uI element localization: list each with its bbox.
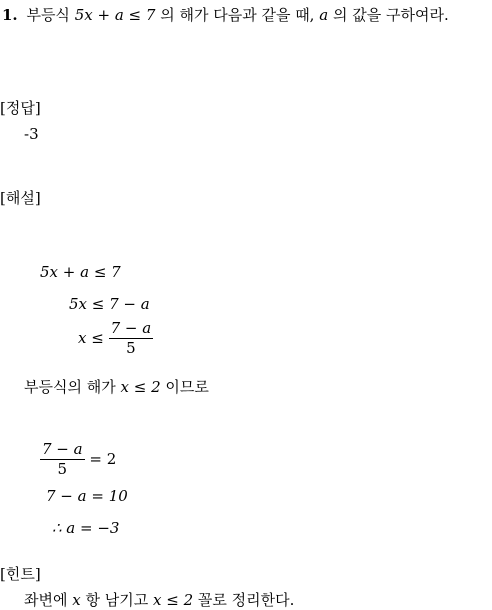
equation-1-numerator: 7 − a	[42, 440, 83, 458]
sentence-text-a: 부등식의 해가	[24, 378, 116, 396]
solution-sentence	[24, 380, 209, 395]
equation-2: 7 − a = 10	[46, 487, 128, 505]
equation-3: ∴ a = −3	[52, 519, 120, 537]
hint-text-b: 항 남기고	[85, 591, 149, 609]
problem-variable: a	[319, 6, 329, 24]
equation-1-denominator: 5	[57, 460, 68, 478]
explanation-label: [해설]	[0, 189, 41, 207]
problem-line	[2, 8, 449, 23]
fraction-numerator: 7 − a	[110, 319, 152, 337]
problem-number: 1.	[2, 6, 18, 24]
hint-line	[24, 593, 294, 608]
hint-text-c: 꼴로 정리한다.	[197, 591, 295, 609]
answer-label: [정답]	[0, 99, 41, 117]
answer-value: -3	[24, 125, 39, 143]
problem-text-b: 의 해가 다음과 같을 때,	[160, 6, 315, 24]
problem-inequality: 5x + a ≤ 7	[74, 6, 156, 24]
hint-variable: x	[72, 591, 81, 609]
problem-text-c: 의 값을 구하여라.	[332, 6, 449, 24]
problem-text-a: 부등식	[26, 6, 70, 24]
step-2: 5x ≤ 7 − a	[69, 295, 150, 313]
step-3-lhs: x ≤	[78, 329, 104, 347]
hint-math: x ≤ 2	[153, 591, 194, 609]
sentence-math: x ≤ 2	[120, 378, 161, 396]
fraction-denominator: 5	[126, 339, 136, 357]
equation-1-fraction	[40, 442, 85, 477]
hint-text-a: 좌변에	[24, 591, 68, 609]
hint-label: [힌트]	[0, 565, 41, 583]
step-1: 5x + a ≤ 7	[40, 263, 121, 281]
step-3	[78, 321, 153, 356]
equation-1	[40, 442, 116, 477]
equation-1-rhs: = 2	[89, 450, 117, 468]
sentence-text-b: 이므로	[165, 378, 209, 396]
step-3-fraction	[109, 321, 154, 356]
